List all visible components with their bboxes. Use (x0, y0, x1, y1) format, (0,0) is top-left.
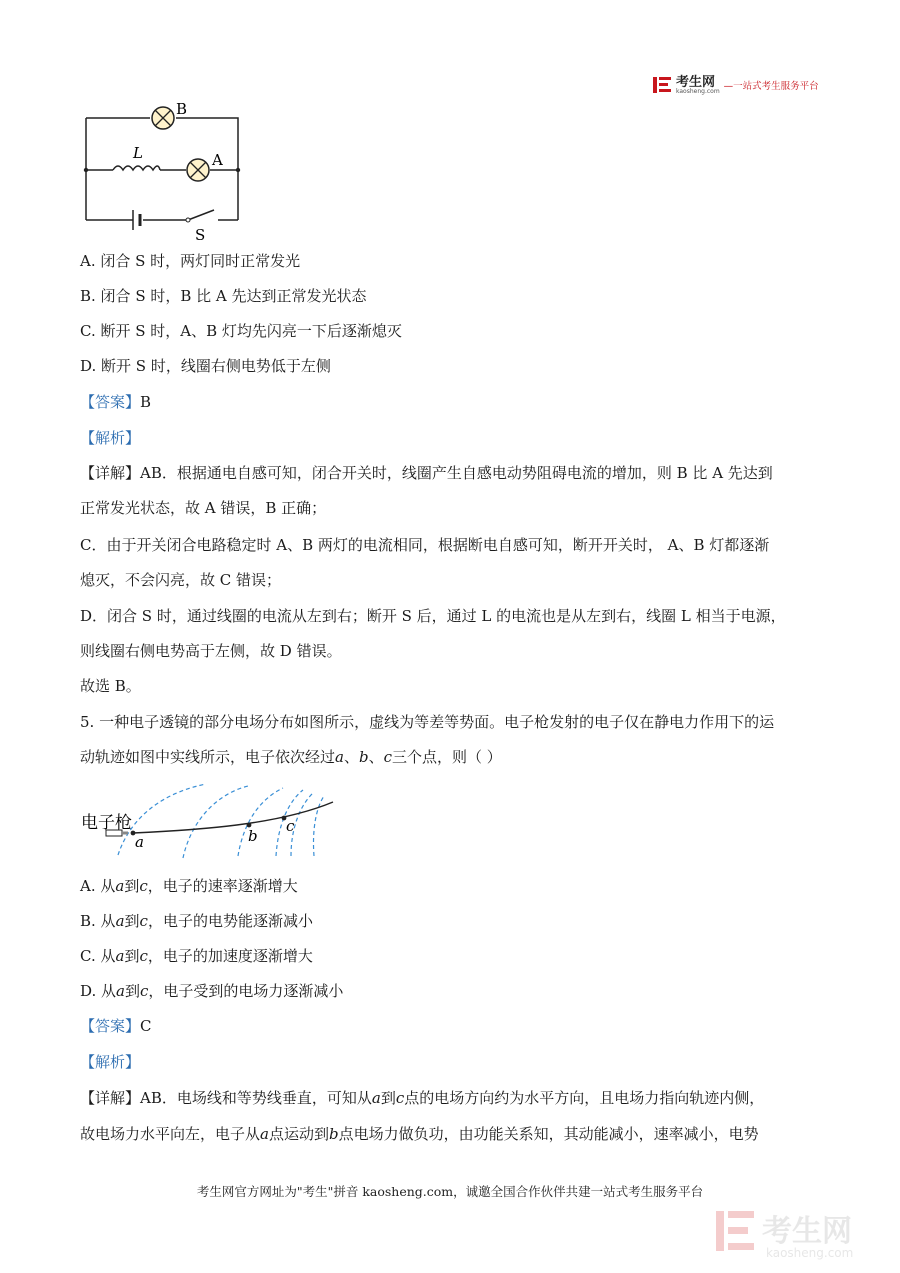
option-prefix: D. 从 (80, 982, 117, 1000)
option-mid: 到 (124, 947, 140, 965)
detail-text: 故电场力水平向左，电子从 (80, 1125, 261, 1143)
point-a-label: a (135, 833, 144, 851)
answer-tag: 【答案】 (80, 1017, 141, 1035)
detail-text: AB．电场线和等势线垂直，可知从 (140, 1089, 372, 1107)
point-c: c (383, 748, 393, 766)
point-b-label: b (248, 827, 258, 845)
electron-gun-label: 电子枪 (81, 813, 132, 833)
label-switch: S (195, 226, 206, 244)
circuit-diagram (78, 98, 248, 244)
option-text: ，电子的速率逐渐增大 (147, 877, 298, 895)
watermark-en: kaosheng.com (766, 1246, 854, 1260)
label-lamp-b: B (176, 100, 188, 118)
slogan-text: 一站式考生服务平台 (733, 81, 819, 92)
point-c: c (140, 982, 149, 1000)
separator: 、 (368, 748, 384, 766)
battery-icon (133, 210, 140, 230)
q5-detail-line-1 (80, 1088, 764, 1108)
q5-option-b (80, 911, 313, 931)
q5-option-d (80, 981, 343, 1001)
detail-tag: 【详解】 (80, 464, 141, 482)
point-c: c (139, 912, 148, 930)
option-text: ，电子的电势能逐渐减小 (147, 912, 313, 930)
point-a: a (335, 748, 344, 766)
q4-option-b: B. 闭合 S 时，B 比 A 先达到正常发光状态 (80, 287, 367, 305)
q5-detail-line-2 (80, 1124, 759, 1144)
point-b: b (358, 748, 369, 766)
logo-slogan: —一站式考生服务平台 (723, 81, 819, 92)
q4-conclusion: 故选 B。 (80, 677, 141, 695)
option-text: ，电子受到的电场力逐渐减小 (148, 982, 344, 1000)
q4-option-c: C. 断开 S 时，A、B 灯均先闪亮一下后逐渐熄灭 (80, 322, 402, 340)
answer-value: C (140, 1017, 152, 1035)
point-a: a (115, 877, 125, 895)
watermark-icon (716, 1211, 754, 1251)
kaosheng-logo-icon (652, 75, 672, 95)
point-a: a (115, 912, 125, 930)
q4-detail-line-4: 熄灭，不会闪亮，故 C 错误； (80, 571, 282, 589)
q5-analysis-tag: 【解析】 (80, 1053, 141, 1071)
stem-text: 三个点，则（ ） (392, 748, 502, 766)
lamp-b-icon (152, 107, 174, 129)
site-logo (652, 72, 822, 98)
option-mid: 到 (124, 877, 140, 895)
option-prefix: B. 从 (80, 912, 116, 930)
logo-domain: kaosheng.com (676, 87, 720, 95)
q4-detail-line-6: 则线圈右侧电势高于左侧，故 D 错误。 (80, 642, 342, 660)
q4-answer (80, 392, 151, 412)
option-prefix: A. 从 (80, 877, 116, 895)
point-c-label: c (286, 817, 295, 835)
q4-detail-line-5: D．闭合 S 时，通过线圈的电流从左到右；断开 S 后，通过 L 的电流也是从左到右，线圈 L 相当于电源， (80, 607, 786, 625)
q4-detail-line-1 (80, 463, 773, 483)
q4-option-a: A. 闭合 S 时，两灯同时正常发光 (80, 252, 301, 270)
option-mid: 到 (124, 912, 140, 930)
detail-text: AB．根据通电自感可知，闭合开关时，线圈产生自感电动势阻碍电流的增加，则 B 比 A 先达到 (140, 464, 773, 482)
lamp-a-icon (187, 159, 209, 181)
answer-tag: 【答案】 (80, 393, 141, 411)
q5-option-a (80, 876, 298, 896)
label-inductor: L (133, 144, 143, 162)
detail-text: 点的电场方向约为水平方向，且电场力指向轨迹内侧， (404, 1089, 765, 1107)
q5-stem-line-2 (80, 747, 502, 767)
q4-detail-line-3: C．由于开关闭合电路稳定时 A、B 两灯的电流相同，根据断电自感可知，断开开关时， A、B 灯都逐渐 (80, 536, 770, 554)
watermark-logo (714, 1205, 884, 1261)
page-footer: 考生网官方网址为"考生"拼音 kaosheng.com，诚邀全国合作伙伴共建一站式考生服务平台 (196, 1184, 704, 1199)
stem-text: 动轨迹如图中实线所示，电子依次经过 (80, 748, 336, 766)
electron-lens-figure (78, 780, 340, 862)
q4-option-d: D. 断开 S 时，线圈右侧电势低于左侧 (80, 357, 331, 375)
detail-text: 点电场力做负功，由功能关系知，其动能减小，速率减小，电势 (338, 1125, 759, 1143)
detail-text: 到 (380, 1089, 396, 1107)
detail-text: 点运动到 (268, 1125, 329, 1143)
option-text: ，电子的加速度逐渐增大 (147, 947, 313, 965)
option-prefix: C. 从 (80, 947, 116, 965)
point-c: c (139, 947, 148, 965)
answer-value: B (140, 393, 152, 411)
point-c: c (395, 1089, 405, 1107)
logo-name: 考生网 (676, 74, 716, 90)
option-mid: 到 (124, 982, 140, 1000)
point-c: c (139, 877, 148, 895)
separator: 、 (343, 748, 359, 766)
watermark-cn: 考生网 (762, 1214, 852, 1249)
detail-tag: 【详解】 (80, 1089, 141, 1107)
point-a: a (260, 1125, 269, 1143)
q5-answer (80, 1016, 152, 1036)
q4-analysis-tag: 【解析】 (80, 429, 141, 447)
label-lamp-a: A (212, 151, 223, 169)
q5-stem-line-1: 5. 一种电子透镜的部分电场分布如图所示，虚线为等差等势面。电子枪发射的电子仅在静电力作用下的运 (80, 713, 775, 731)
q4-detail-line-2: 正常发光状态，故 A 错误，B 正确； (80, 499, 327, 517)
point-b: b (328, 1125, 339, 1143)
point-a: a (371, 1089, 381, 1107)
point-a: a (115, 947, 125, 965)
q5-option-c (80, 946, 313, 966)
point-a: a (116, 982, 125, 1000)
